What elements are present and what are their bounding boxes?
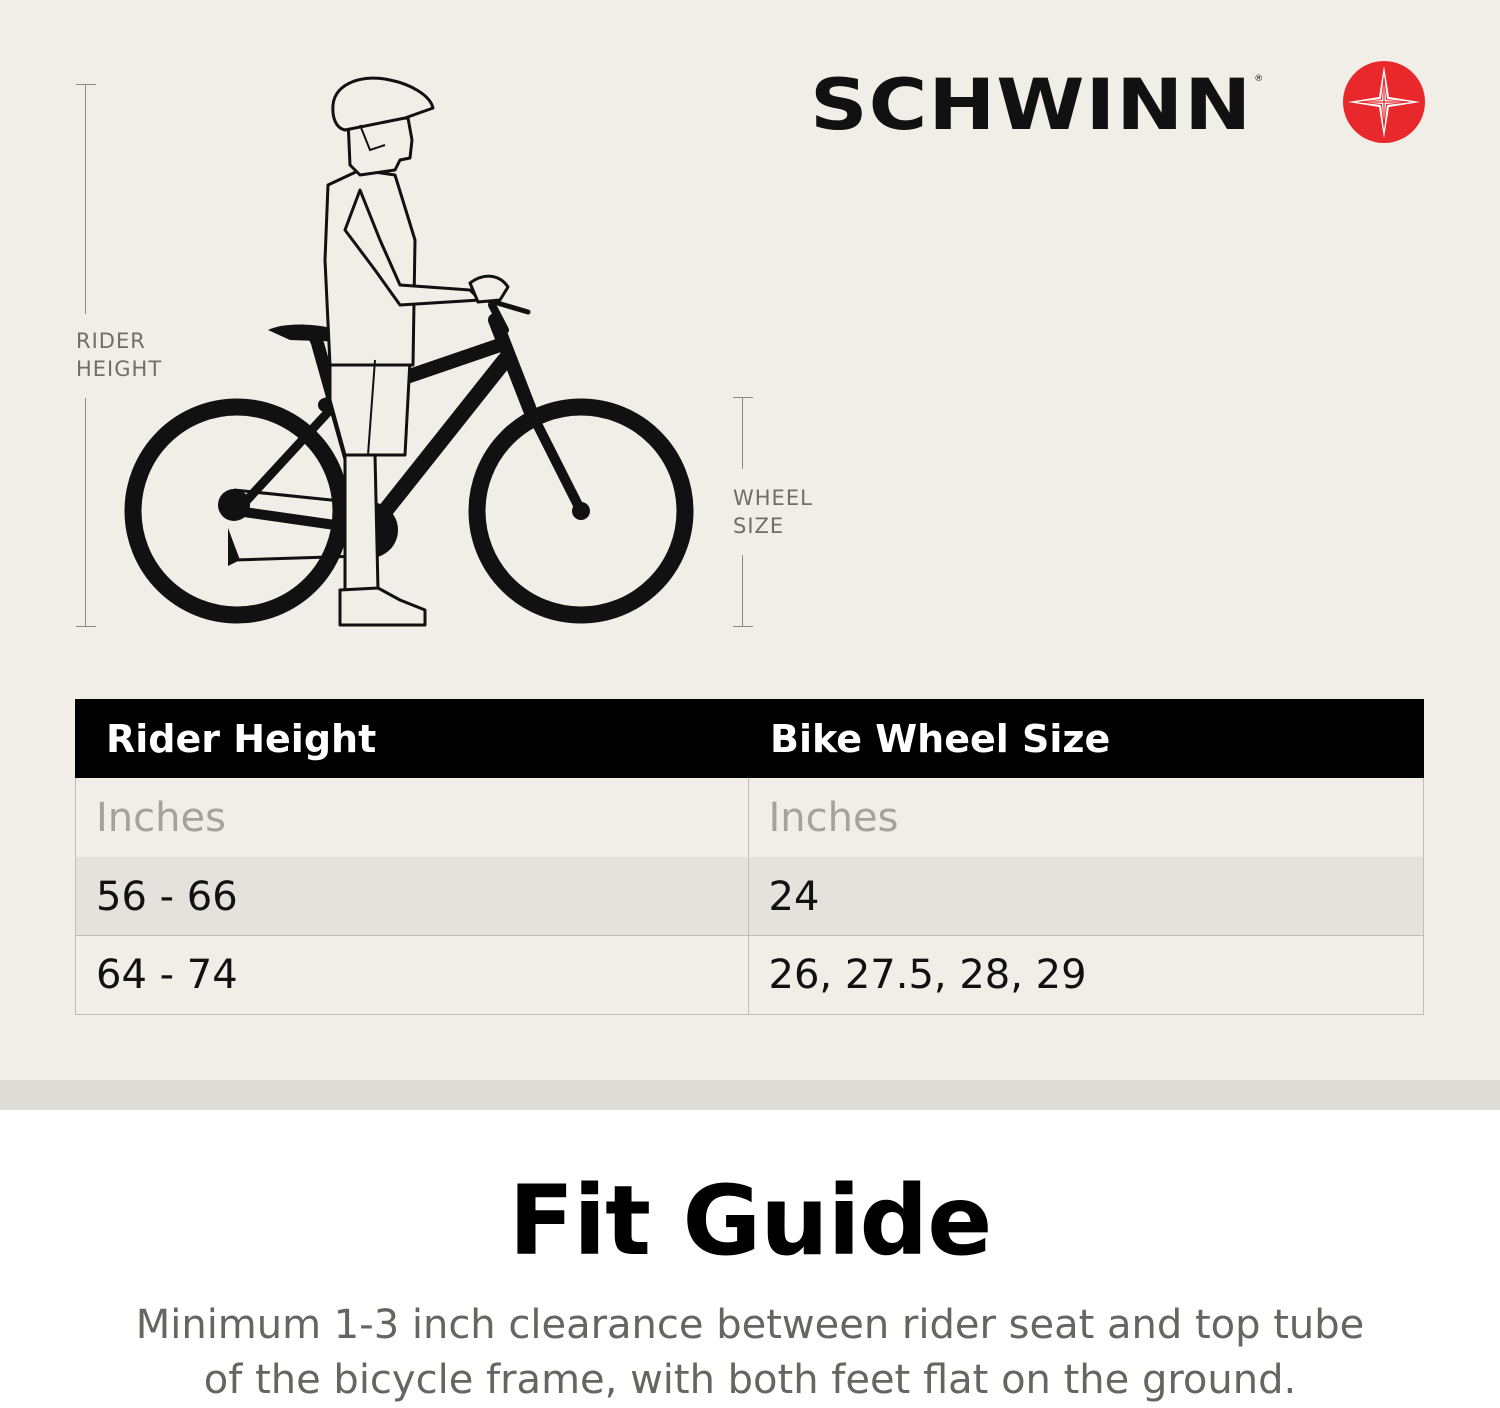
rider-height-label-line2: HEIGHT: [76, 357, 163, 381]
wheel-size-bottom-cap: [733, 626, 753, 627]
schwinn-star-icon: [1342, 60, 1426, 144]
fit-guide-title: Fit Guide: [508, 1165, 992, 1277]
rider-height-bottom-cap: [76, 626, 96, 627]
row1-wheel-size: 24: [768, 873, 820, 920]
rider-with-bike-illustration: [115, 70, 715, 640]
units-rider-height: Inches: [76, 778, 749, 857]
wheel-size-label: [733, 484, 813, 540]
size-table: [75, 699, 1424, 1015]
units-wheel-size: Inches: [768, 794, 899, 841]
header-bike-wheel-size: Bike Wheel Size: [770, 716, 1111, 761]
wheel-size-top-cap: [733, 397, 753, 398]
table-row: [75, 936, 1424, 1015]
table-header-row: [75, 699, 1424, 778]
header-rider-height: Rider Height: [106, 716, 377, 761]
rider-height-top-cap: [76, 84, 96, 85]
rider-height-line-lower: [85, 398, 86, 626]
registered-mark: ®: [1254, 74, 1264, 84]
brand-wordmark: SCHWINN: [810, 63, 1253, 146]
schwinn-logo: [810, 60, 1263, 150]
fit-note-line1: Minimum 1-3 inch clearance between rider seat and top tube: [135, 1302, 1365, 1348]
fit-guide-note: [100, 1298, 1400, 1408]
rider-height-label-line1: RIDER: [76, 329, 146, 353]
row2-rider-height: 64 - 74: [76, 936, 749, 1014]
row1-rider-height: 56 - 66: [76, 858, 749, 935]
table-row: [75, 857, 1424, 936]
table-units-row: [75, 778, 1424, 857]
wheel-size-line-lower: [742, 555, 743, 626]
wheel-size-label-line2: SIZE: [733, 514, 785, 538]
divider-band: [0, 1080, 1500, 1110]
row2-wheel-size: 26, 27.5, 28, 29: [768, 952, 1087, 998]
fit-note-line2: of the bicycle frame, with both feet flat on the ground.: [203, 1357, 1297, 1403]
rider-height-line-upper: [85, 84, 86, 314]
wheel-size-label-line1: WHEEL: [733, 486, 813, 510]
wheel-size-line-upper: [742, 397, 743, 469]
